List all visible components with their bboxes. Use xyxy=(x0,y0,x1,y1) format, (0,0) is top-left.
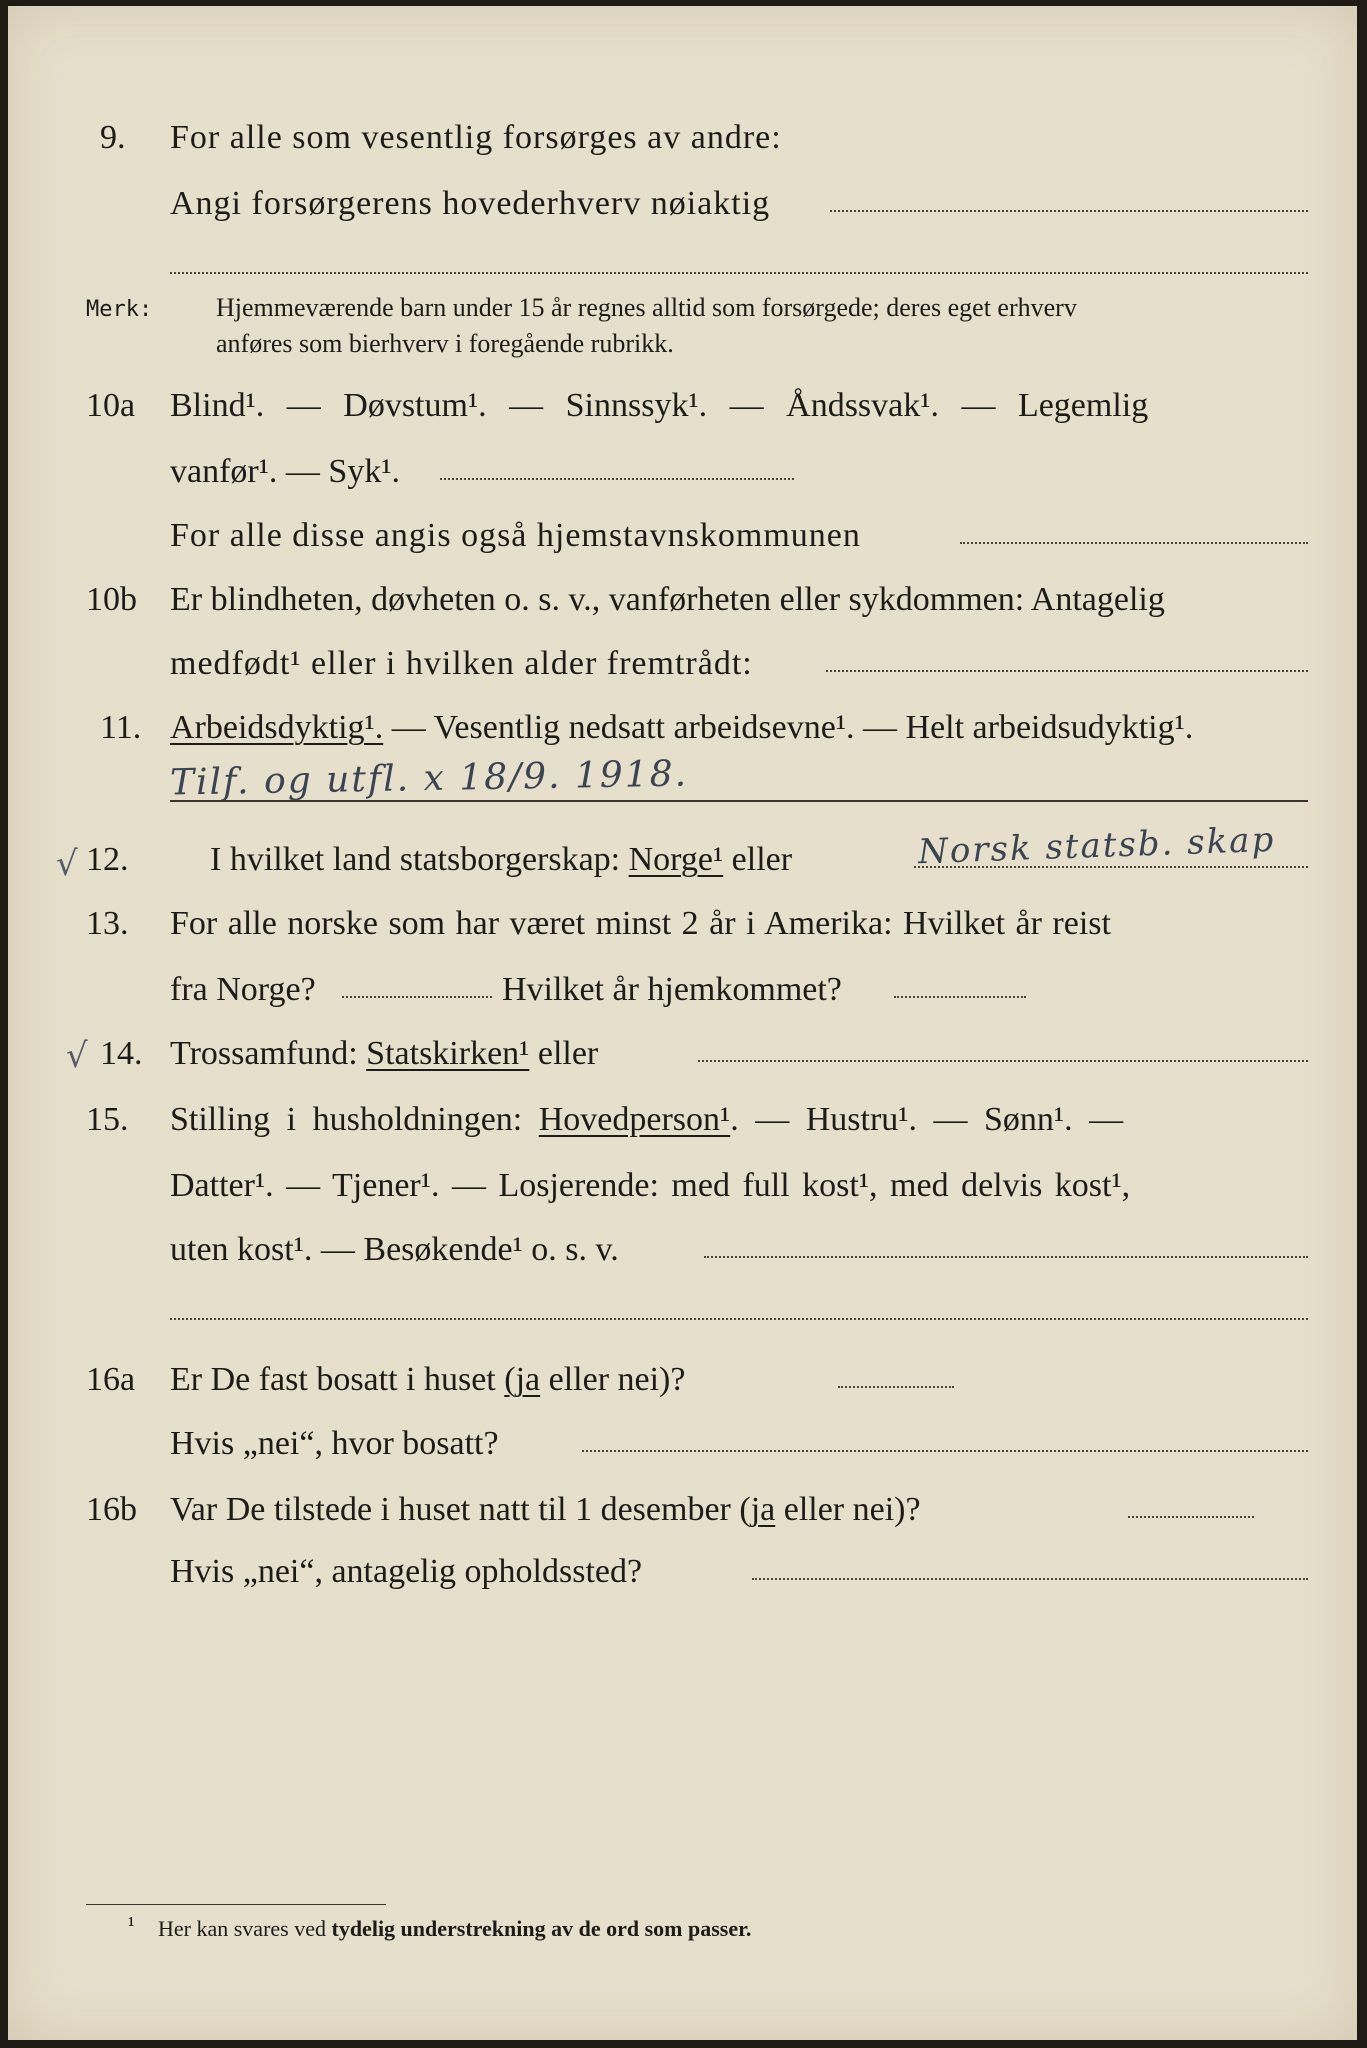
q10a-home-municipality-label: For alle disse angis også hjemstavnskommunen xyxy=(170,517,861,554)
q16a-residence-field[interactable] xyxy=(582,1450,1308,1452)
q16a-text xyxy=(170,1360,685,1400)
q13-number: 13. xyxy=(86,905,129,942)
q11-underlined-answer: Arbeidsdyktig¹. xyxy=(170,709,384,746)
q16b-location-label: Hvis „nei“, antagelig opholdssted? xyxy=(170,1553,643,1590)
q15-underlined-answer: Hovedperson¹ xyxy=(538,1101,731,1138)
q9-answer-field[interactable] xyxy=(830,210,1308,212)
q10a-options: Blind¹. — Døvstum¹. — Sinnssyk¹. — Åndssvak¹. — Legemlig xyxy=(170,387,1149,424)
footnote-text: Her kan svares ved xyxy=(158,1916,332,1941)
q13-text: For alle norske som har været minst 2 år i Amerika: Hvilket år reist xyxy=(170,905,1111,942)
q15-answer-field-2[interactable] xyxy=(170,1318,1308,1320)
q10a-answer-field[interactable] xyxy=(440,478,794,480)
q14-question: Trossamfund: xyxy=(170,1035,367,1072)
q14-underlined-answer: Statskirken¹ xyxy=(366,1035,530,1072)
q12-text xyxy=(210,840,792,880)
q10b-number: 10b xyxy=(86,581,137,618)
q9-answer-field-2[interactable] xyxy=(170,272,1308,274)
q12-question: I hvilket land statsborgerskap: xyxy=(210,841,629,878)
q11-handwritten-answer: Tilf. og utfl. x 18/9. 1918. xyxy=(169,753,689,804)
q9-occupation-label: Angi forsørgerens hovederhverv nøiaktig xyxy=(170,185,771,222)
q9-text: For alle som vesentlig forsørges av andre: xyxy=(170,119,782,156)
q16b-number: 16b xyxy=(86,1491,137,1528)
q16a-question: Er De fast bosatt i huset xyxy=(170,1361,505,1398)
q10b-text: Er blindheten, døvheten o. s. v., vanførheten eller sykdommen: Antagelig xyxy=(170,581,1165,618)
q16a-options: eller nei)? xyxy=(540,1361,686,1398)
q12-number: 12. xyxy=(86,841,129,878)
q11-text xyxy=(170,708,1193,748)
q15-options: . — Hustru¹. — Sønn¹. — xyxy=(730,1101,1124,1138)
q15-answer-field[interactable] xyxy=(704,1256,1308,1258)
footnote-divider xyxy=(86,1904,386,1905)
q9-number: 9. xyxy=(100,119,126,156)
q16a-answer-field[interactable] xyxy=(838,1386,954,1388)
q10a-municipality-field[interactable] xyxy=(960,542,1308,544)
q14-check-mark: √ xyxy=(66,1036,88,1076)
footnote xyxy=(158,1916,751,1942)
q16a-residence-label: Hvis „nei“, hvor bosatt? xyxy=(170,1425,499,1462)
q10a-options-2: vanfør¹. — Syk¹. xyxy=(170,453,401,490)
q14-answer-field[interactable] xyxy=(698,1060,1308,1062)
q16a-number: 16a xyxy=(86,1361,136,1398)
q14-number: 14. xyxy=(100,1035,143,1072)
q12-handwritten-answer: Norsk statsb. skap xyxy=(917,819,1276,873)
q10a-number: 10a xyxy=(86,387,136,424)
census-form-page xyxy=(8,6,1357,2040)
q15-question: Stilling i husholdningen: xyxy=(170,1101,539,1138)
q16b-location-field[interactable] xyxy=(752,1578,1308,1580)
q13-return-label: Hvilket år hjemkommet? xyxy=(502,971,842,1008)
merk-text-1: Hjemmeværende barn under 15 år regnes alltid som forsørgede; deres eget erhverv xyxy=(216,293,1077,322)
q16a-underlined-answer: (ja xyxy=(504,1361,541,1398)
merk-text-2: anføres som bierhverv i foregående rubrikk. xyxy=(216,329,674,358)
q11-options: — Vesentlig nedsatt arbeidsevne¹. — Helt arbeidsudyktig¹. xyxy=(383,709,1194,746)
q16b-options: eller nei)? xyxy=(775,1491,921,1528)
q15-text xyxy=(170,1100,1123,1140)
q16b-text xyxy=(170,1490,921,1530)
footnote-mark: ¹ xyxy=(128,1912,135,1937)
q13-return-field[interactable] xyxy=(894,996,1026,998)
q16b-underlined-answer: ja xyxy=(750,1491,776,1528)
q11-number: 11. xyxy=(100,709,142,746)
q13-departure-field[interactable] xyxy=(342,996,492,998)
q10b-answer-field[interactable] xyxy=(826,670,1308,672)
q15-options-3: uten kost¹. — Besøkende¹ o. s. v. xyxy=(170,1231,619,1268)
q13-departure-label: fra Norge? xyxy=(170,971,316,1008)
q15-options-2: Datter¹. — Tjener¹. — Losjerende: med full kost¹, med delvis kost¹, xyxy=(170,1167,1131,1204)
q15-number: 15. xyxy=(86,1101,129,1138)
q12-or: eller xyxy=(723,841,793,878)
q12-check-mark: √ xyxy=(56,844,78,884)
merk-label: Merk: xyxy=(86,297,153,322)
q16b-question: Var De tilstede i huset natt til 1 desember ( xyxy=(170,1491,751,1528)
footnote-emphasis: tydelig understrekning av de ord som passer. xyxy=(331,1916,752,1941)
q11-answer-line xyxy=(170,800,1308,802)
q16b-answer-field[interactable] xyxy=(1128,1516,1254,1518)
q14-or: eller xyxy=(529,1035,599,1072)
q14-text xyxy=(170,1034,598,1074)
q12-underlined-answer: Norge¹ xyxy=(628,841,724,878)
q10b-onset-label: medfødt¹ eller i hvilken alder fremtrådt: xyxy=(170,645,753,682)
